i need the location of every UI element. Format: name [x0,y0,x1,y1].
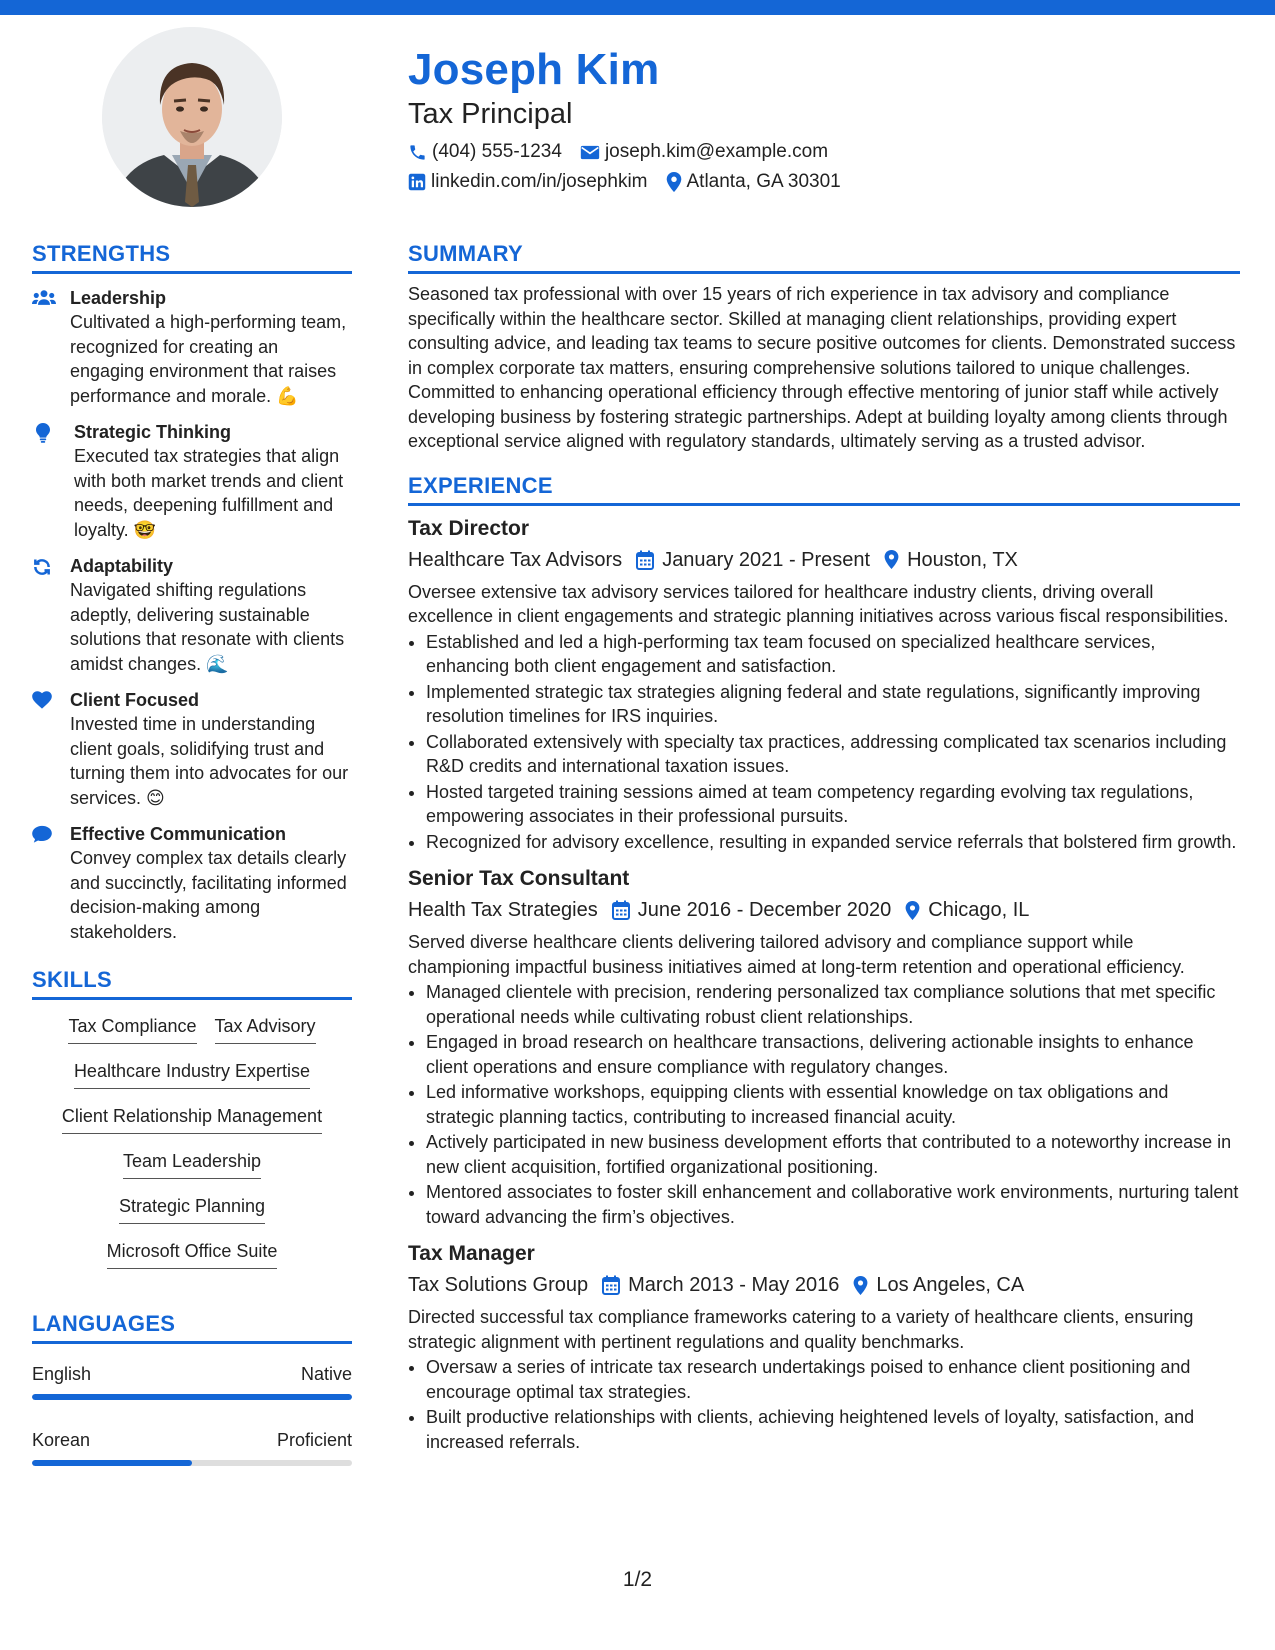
job-meta [408,895,1240,925]
portrait-image [102,27,282,207]
job-entry [408,864,1240,1229]
job-entry [408,1239,1240,1454]
candidate-title: Tax Principal [408,98,573,130]
language-row [32,1428,352,1452]
job-company: Health Tax Strategies [408,899,598,921]
strength-title: Client Focused [70,690,200,710]
job-bullet: • Oversaw a series of intricate tax research undertakings poised to enhance client positioning and encourage optimal tax strategies. [426,1355,1240,1404]
strength-item [32,822,352,944]
job-bullet: • Built productive relationships with clients, achieving heightened levels of loyalty, satisfaction, and increased referrals. [426,1405,1240,1454]
linkedin-text: linkedin.com/in/josephkim [431,171,648,192]
job-dates: March 2013 - May 2016 [628,1274,840,1296]
map-marker-icon [853,1276,868,1295]
strength-desc: Cultivated a high-performing team, recognized for creating an engaging environment that raises performance and morale. 💪 [70,312,347,406]
email-text: joseph.kim@example.com [604,141,829,162]
users-icon [32,289,56,307]
job-title: Tax Manager [408,1242,535,1265]
language-proficiency-bar [32,1460,352,1466]
strength-title: Effective Communication [70,824,287,844]
location-contact [666,168,841,196]
job-bullet: • Engaged in broad research on healthcare transactions, delivering actionable insights to enhance client operations and ensure compliance with regulatory changes. [426,1030,1240,1079]
sync-icon [32,557,52,577]
summary-text: Seasoned tax professional with over 15 years of rich experience in tax advisory and compliance specifically within the healthcare sector. Skilled at managing client relationships, providing expert consulting advice, and leading tax teams to secure positive outcomes for clients. Demonstrated success in complex corporate tax matters, ensuring comprehensive solutions tailored to unique challenges. Committed to enhancing operational efficiency through effective mentoring of junior staff while actively developing business by fostering strategic partnerships. Adept at building loyalty among clients through exceptional service aligned with regulatory standards, ultimately serving as a trusted advisor. [408,284,1236,451]
heart-icon [32,691,52,709]
language-proficiency-fill [32,1394,352,1400]
job-meta [408,1270,1240,1300]
email-contact[interactable] [580,138,828,166]
languages-list [32,1362,352,1466]
job-bullet: • Mentored associates to foster skill enhancement and collaborative work environments, nurturing talent toward advancing the firm’s objectives. [426,1180,1240,1229]
lightbulb-icon [36,423,50,443]
strength-desc: Invested time in understanding client goals, solidifying trust and turning them into advocates for our services. 😊 [70,714,349,808]
job-description: Served diverse healthcare clients delivering tailored advisory and compliance support while championing impactful business initiatives aimed at long-term retention and operational efficiency. [408,932,1185,977]
language-level: Proficient [276,1430,352,1450]
language-level: Native [300,1364,352,1384]
language-name: Korean [32,1430,91,1450]
job-bullet: • Actively participated in new business development efforts that contributed to a noteworthy increase in new client acquisition, fortified organizational positioning. [426,1130,1240,1179]
linkedin-icon [408,173,426,191]
job-description: Directed successful tax compliance frameworks catering to a variety of healthcare clients, ensuring strategic alignment with pertinent regulations and quality benchmarks. [408,1307,1194,1352]
strength-title: Adaptability [70,556,174,576]
strength-desc: Navigated shifting regulations adeptly, delivering sustainable solutions that resonate with clients amidst changes. 🌊 [70,580,345,674]
map-marker-icon [884,550,899,569]
contact-row-2 [408,168,1228,196]
skill-tag: Tax Advisory [215,1014,316,1044]
top-accent-bar [0,0,1275,15]
job-dates: January 2021 - Present [662,548,871,571]
linkedin-contact[interactable] [408,168,648,196]
experience-heading: EXPERIENCE [408,472,1240,506]
job-bullet: • Recognized for advisory excellence, resulting in expanded service referrals that bolstered firm growth. [426,830,1240,855]
job-location: Chicago, IL [928,899,1030,921]
map-marker-icon [905,901,920,920]
strength-title: Leadership [70,288,167,308]
job-bullets [408,630,1240,855]
job-company: Tax Solutions Group [408,1274,589,1296]
right-column [408,240,1240,1454]
skill-tag: Tax Compliance [68,1014,196,1044]
strength-title: Strategic Thinking [74,422,232,442]
job-location: Houston, TX [907,548,1018,571]
phone-contact[interactable] [408,138,562,166]
strength-item [32,286,352,408]
job-bullet: • Collaborated extensively with specialty tax practices, addressing complicated tax scenarios including R&D credits and international taxation issues. [426,730,1240,779]
job-entry [408,514,1240,855]
calendar-icon [612,900,630,920]
location-text: Atlanta, GA 30301 [686,171,841,192]
skill-tag: Microsoft Office Suite [107,1239,278,1269]
map-marker-icon [666,172,682,192]
avatar [102,27,282,207]
calendar-icon [602,1275,620,1295]
calendar-icon [636,550,654,570]
job-company: Healthcare Tax Advisors [408,548,623,571]
language-proficiency-fill [32,1460,192,1466]
job-title: Tax Director [408,516,529,540]
skill-tag: Client Relationship Management [62,1104,322,1134]
job-dates: June 2016 - December 2020 [637,899,892,921]
languages-heading: LANGUAGES [32,1310,352,1344]
strength-item [32,554,352,676]
job-bullet: • Managed clientele with precision, rendering personalized tax compliance solutions that met specific operational needs while cultivating robust client relationships. [426,980,1240,1029]
job-title: Senior Tax Consultant [408,867,630,890]
job-bullet: • Led informative workshops, equipping clients with essential knowledge on tax obligations and strategic planning tactics, contributing to increased financial acuity. [426,1080,1240,1129]
summary-heading: SUMMARY [408,240,1240,274]
language-name: English [32,1364,92,1384]
job-location: Los Angeles, CA [876,1274,1025,1296]
envelope-icon [580,144,600,161]
job-description: Oversee extensive tax advisory services tailored for healthcare industry clients, driving overall excellence in client engagements and strategic planning initiatives across various fiscal responsibilities. [408,581,1229,626]
strength-item [32,688,352,810]
job-bullet: • Hosted targeted training sessions aimed at team competency regarding evolving tax regulations, empowering associates in their professional pursuits. [426,780,1240,829]
job-bullet: • Implemented strategic tax strategies aligning federal and state regulations, significantly improving resolution timelines for IRS inquiries. [426,680,1240,729]
language-row [32,1362,352,1386]
strength-desc: Convey complex tax details clearly and succinctly, facilitating informed decision-making among stakeholders. [70,848,347,942]
skill-tag: Strategic Planning [119,1194,265,1224]
strengths-heading: STRENGTHS [32,240,352,274]
phone-icon [408,143,427,162]
skills-list [32,1014,352,1284]
skills-heading: SKILLS [32,966,352,1000]
contact-row-1 [408,138,1228,166]
comment-icon [32,825,52,843]
left-column [32,240,352,1494]
skill-tag: Healthcare Industry Expertise [74,1059,310,1089]
skill-tag: Team Leadership [123,1149,261,1179]
phone-text: (404) 555-1234 [432,141,562,162]
job-bullets [408,980,1240,1229]
candidate-name: Joseph Kim [408,45,660,94]
job-bullets [408,1355,1240,1454]
strength-item [32,420,352,542]
language-proficiency-bar [32,1394,352,1400]
job-bullet: • Established and led a high-performing tax team focused on specialized healthcare services, enhancing both client engagement and satisfaction. [426,630,1240,679]
job-meta [408,545,1240,575]
page-number: 1/2 [622,1568,653,1591]
strength-desc: Executed tax strategies that align with both market trends and client needs, deepening fulfillment and loyalty. 🤓 [74,446,344,540]
resume-header [408,42,1228,196]
